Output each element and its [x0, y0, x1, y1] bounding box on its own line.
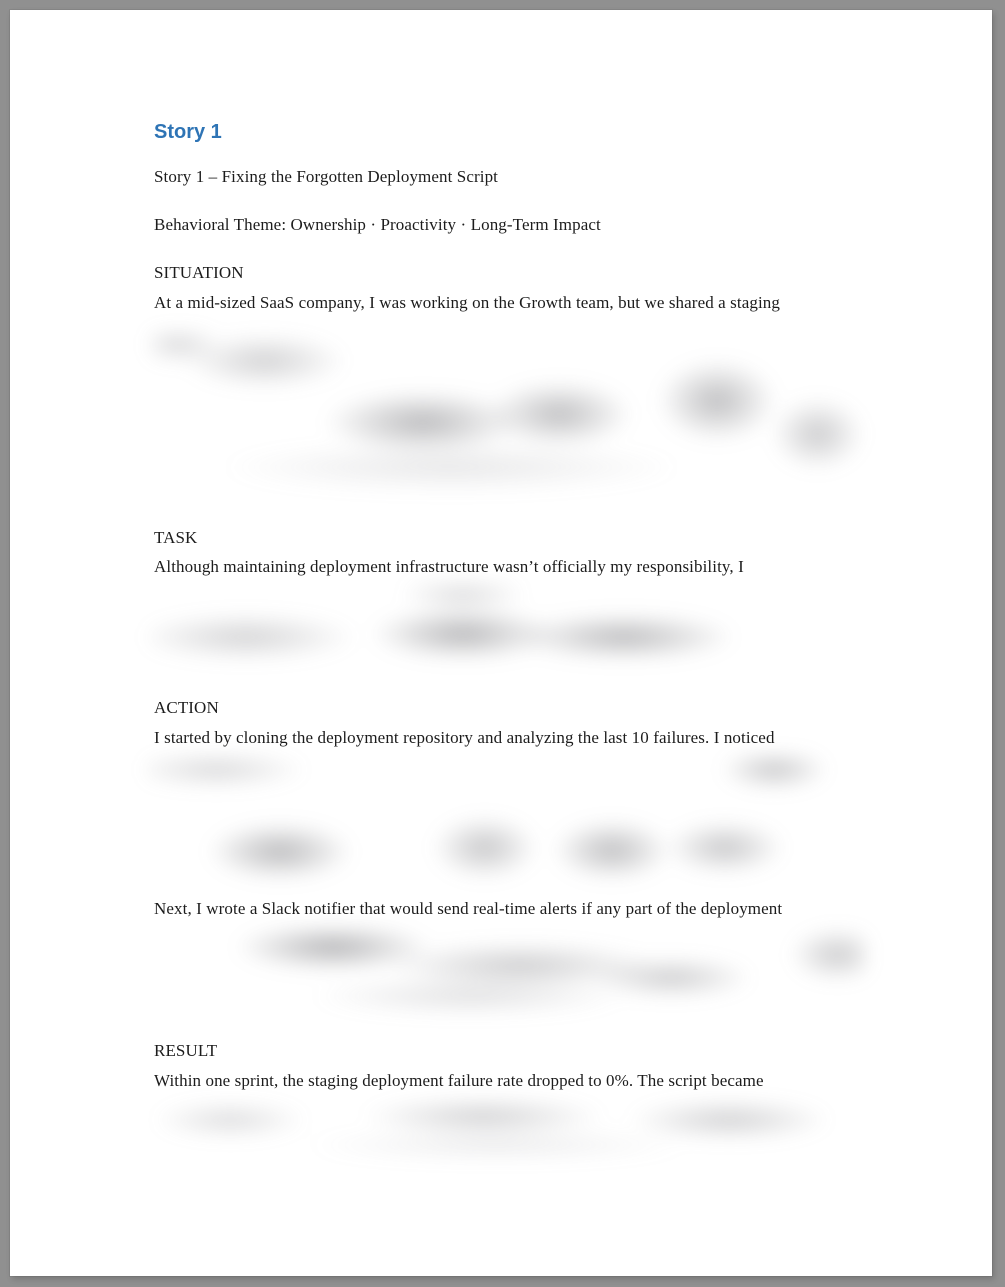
document-page	[10, 10, 992, 1276]
behavioral-theme-line: Behavioral Theme: Ownership · Proactivity · Long-Term Impact	[154, 215, 601, 234]
situation-redacted-paragraph	[150, 331, 868, 497]
section-label-action: ACTION	[154, 698, 219, 717]
section-label-result: RESULT	[154, 1041, 218, 1060]
task-redacted-paragraph	[148, 582, 848, 682]
result-redacted-paragraph	[146, 1096, 849, 1164]
action-second-lead-line: Next, I wrote a Slack notifier that would send real-time alerts if any part of the deployment	[154, 899, 783, 918]
action-redacted-paragraph-1	[146, 754, 852, 884]
action-redacted-paragraph-2	[146, 927, 866, 1019]
action-lead-line: I started by cloning the deployment repository and analyzing the last 10 failures. I noticed	[154, 728, 775, 747]
situation-lead-line: At a mid-sized SaaS company, I was working on the Growth team, but we shared a staging	[154, 293, 780, 312]
section-label-task: TASK	[154, 528, 198, 547]
result-lead-line: Within one sprint, the staging deployment failure rate dropped to 0%. The script became	[154, 1071, 764, 1090]
story-title-line: Story 1 – Fixing the Forgotten Deployment Script	[154, 167, 499, 186]
story-heading: Story 1	[154, 121, 222, 143]
section-label-situation: SITUATION	[154, 263, 244, 282]
task-lead-line: Although maintaining deployment infrastructure wasn’t officially my responsibility, I	[154, 557, 744, 576]
